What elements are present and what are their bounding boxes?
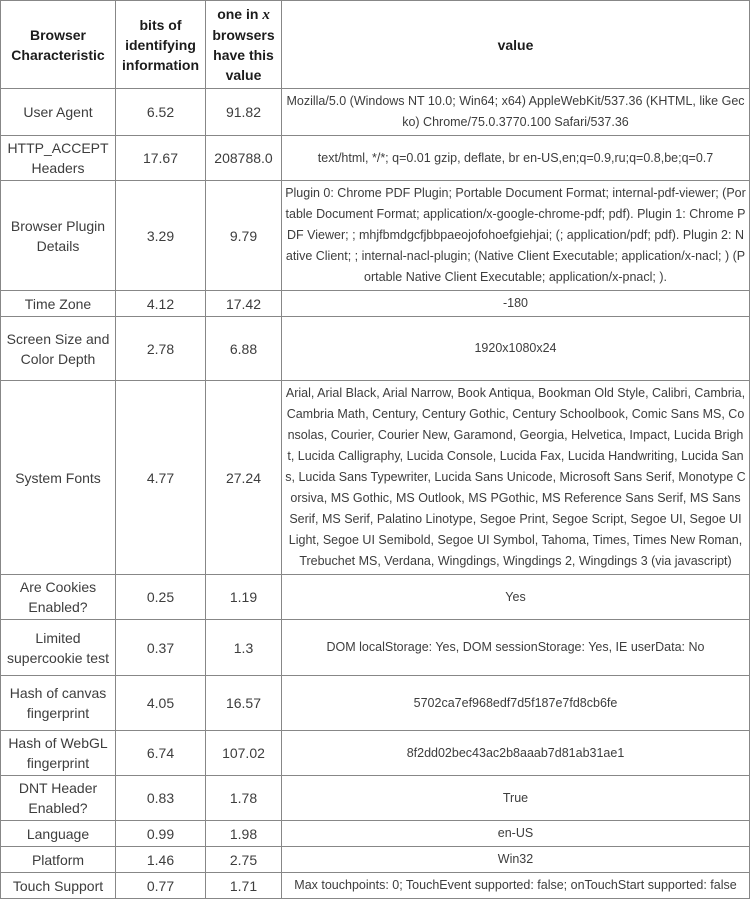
cell-value: en-US xyxy=(282,821,750,847)
table-row xyxy=(1,821,750,847)
cell-value: -180 xyxy=(282,291,750,317)
cell-value: Mozilla/5.0 (Windows NT 10.0; Win64; x64) AppleWebKit/537.36 (KHTML, like Gecko) Chrome/75.0.3770.100 Safari/537.36 xyxy=(282,89,750,136)
table-row xyxy=(1,620,750,676)
cell-one-in-x: 1.98 xyxy=(206,821,282,847)
cell-one-in-x: 9.79 xyxy=(206,181,282,291)
cell-browser-characteristic: Hash of WebGL fingerprint xyxy=(1,731,116,776)
cell-one-in-x: 208788.0 xyxy=(206,136,282,181)
cell-value: Arial, Arial Black, Arial Narrow, Book Antiqua, Bookman Old Style, Calibri, Cambria, Cambria Math, Century, Century Gothic, Century Schoolbook, Comic Sans MS, Consolas, Courier, Courier New, Garamond, Georgia, Helvetica, Impact, Lucida Bright, Lucida Calligraphy, Lucida Console, Lucida Fax, Lucida Handwriting, Lucida Sans, Lucida Sans Typewriter, Lucida Sans Unicode, Microsoft Sans Serif, Monotype Corsiva, MS Gothic, MS Outlook, MS PGothic, MS Reference Sans Serif, MS Sans Serif, MS Serif, Palatino Linotype, Segoe Print, Segoe Script, Segoe UI, Segoe UI Light, Segoe UI Semibold, Segoe UI Symbol, Tahoma, Times, Times New Roman, Trebuchet MS, Verdana, Wingdings, Wingdings 2, Wingdings 3 (via javascript) xyxy=(282,381,750,575)
table-row xyxy=(1,575,750,620)
table-row xyxy=(1,847,750,873)
cell-value: DOM localStorage: Yes, DOM sessionStorage: Yes, IE userData: No xyxy=(282,620,750,676)
cell-browser-characteristic: Limited supercookie test xyxy=(1,620,116,676)
table-row xyxy=(1,317,750,381)
header-value: value xyxy=(282,1,750,89)
cell-value: 1920x1080x24 xyxy=(282,317,750,381)
cell-value: Max touchpoints: 0; TouchEvent supported: false; onTouchStart supported: false xyxy=(282,873,750,899)
cell-value: True xyxy=(282,776,750,821)
header-one-in-x-browsers xyxy=(206,1,282,89)
cell-browser-characteristic: User Agent xyxy=(1,89,116,136)
cell-one-in-x: 1.71 xyxy=(206,873,282,899)
cell-one-in-x: 17.42 xyxy=(206,291,282,317)
cell-value: Yes xyxy=(282,575,750,620)
header-bits-of-identifying-information: bits of identifying information xyxy=(116,1,206,89)
cell-bits: 17.67 xyxy=(116,136,206,181)
cell-one-in-x: 16.57 xyxy=(206,676,282,731)
cell-browser-characteristic: Screen Size and Color Depth xyxy=(1,317,116,381)
cell-bits: 4.12 xyxy=(116,291,206,317)
cell-one-in-x: 1.3 xyxy=(206,620,282,676)
table-row xyxy=(1,89,750,136)
cell-one-in-x: 107.02 xyxy=(206,731,282,776)
cell-value: Win32 xyxy=(282,847,750,873)
cell-one-in-x: 2.75 xyxy=(206,847,282,873)
cell-browser-characteristic: Are Cookies Enabled? xyxy=(1,575,116,620)
table-row xyxy=(1,676,750,731)
cell-bits: 3.29 xyxy=(116,181,206,291)
cell-browser-characteristic: HTTP_ACCEPT Headers xyxy=(1,136,116,181)
cell-browser-characteristic: Language xyxy=(1,821,116,847)
cell-bits: 4.77 xyxy=(116,381,206,575)
cell-browser-characteristic: Touch Support xyxy=(1,873,116,899)
cell-bits: 0.37 xyxy=(116,620,206,676)
header-one-in-x-pre: one in xyxy=(217,6,263,22)
header-one-in-x-post: browsers have this value xyxy=(212,27,275,83)
cell-bits: 0.83 xyxy=(116,776,206,821)
cell-browser-characteristic: Platform xyxy=(1,847,116,873)
cell-bits: 4.05 xyxy=(116,676,206,731)
table-row xyxy=(1,873,750,899)
cell-one-in-x: 1.78 xyxy=(206,776,282,821)
table-body xyxy=(1,89,750,899)
cell-bits: 1.46 xyxy=(116,847,206,873)
cell-bits: 6.74 xyxy=(116,731,206,776)
cell-value: 8f2dd02bec43ac2b8aaab7d81ab31ae1 xyxy=(282,731,750,776)
cell-one-in-x: 27.24 xyxy=(206,381,282,575)
cell-bits: 0.77 xyxy=(116,873,206,899)
cell-bits: 0.25 xyxy=(116,575,206,620)
cell-bits: 2.78 xyxy=(116,317,206,381)
cell-browser-characteristic: System Fonts xyxy=(1,381,116,575)
table-row xyxy=(1,181,750,291)
table-row xyxy=(1,381,750,575)
cell-one-in-x: 91.82 xyxy=(206,89,282,136)
cell-browser-characteristic: Hash of canvas fingerprint xyxy=(1,676,116,731)
table-header-row xyxy=(1,1,750,89)
table-row xyxy=(1,776,750,821)
table-row xyxy=(1,291,750,317)
cell-value: text/html, */*; q=0.01 gzip, deflate, br en-US,en;q=0.9,ru;q=0.8,be;q=0.7 xyxy=(282,136,750,181)
header-one-in-x-variable: x xyxy=(262,7,270,23)
cell-browser-characteristic: Browser Plugin Details xyxy=(1,181,116,291)
cell-browser-characteristic: DNT Header Enabled? xyxy=(1,776,116,821)
cell-browser-characteristic: Time Zone xyxy=(1,291,116,317)
cell-bits: 0.99 xyxy=(116,821,206,847)
cell-bits: 6.52 xyxy=(116,89,206,136)
table-row xyxy=(1,136,750,181)
cell-value: 5702ca7ef968edf7d5f187e7fd8cb6fe xyxy=(282,676,750,731)
cell-one-in-x: 6.88 xyxy=(206,317,282,381)
cell-one-in-x: 1.19 xyxy=(206,575,282,620)
cell-value: Plugin 0: Chrome PDF Plugin; Portable Document Format; internal-pdf-viewer; (Portable Document Format; application/x-google-chrome-pdf; pdf). Plugin 1: Chrome PDF Viewer; ; mhjfbmdgcfjbbpaeojofohoefgiehjai; (; application/pdf; pdf). Plugin 2: Native Client; ; internal-nacl-plugin; (Native Client Executable; application/x-nacl; ) (Portable Native Client Executable; application/x-pnacl; ). xyxy=(282,181,750,291)
header-browser-characteristic: Browser Characteristic xyxy=(1,1,116,89)
table-row xyxy=(1,731,750,776)
